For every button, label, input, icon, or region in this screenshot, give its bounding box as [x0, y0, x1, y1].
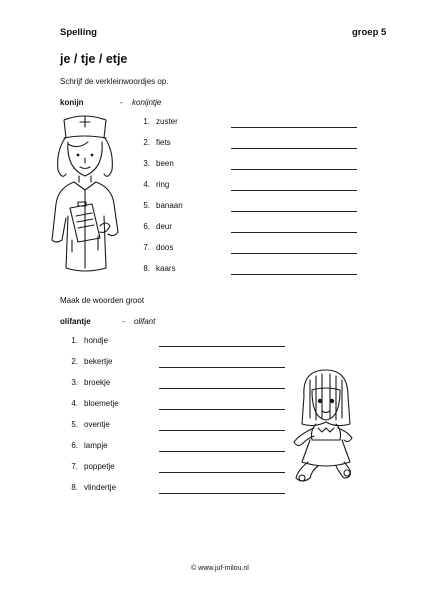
nurse-drawing	[44, 108, 128, 278]
item-number: 7.	[143, 243, 150, 252]
item-word: vlindertje	[84, 483, 117, 492]
section1-example-answer: konijntje	[132, 98, 162, 107]
item-word: lampje	[84, 441, 108, 450]
answer-line[interactable]	[231, 127, 357, 128]
item-word: bekertje	[84, 357, 113, 366]
answer-line[interactable]	[159, 472, 285, 473]
answer-line[interactable]	[159, 346, 285, 347]
answer-line[interactable]	[159, 388, 285, 389]
item-number: 2.	[143, 138, 150, 147]
answer-line[interactable]	[231, 232, 357, 233]
item-number: 7.	[71, 462, 78, 471]
section1-example-word: konijn	[60, 98, 84, 107]
item-number: 6.	[71, 441, 78, 450]
answer-line[interactable]	[231, 169, 357, 170]
section1-example-dash: -	[120, 98, 123, 107]
answer-line[interactable]	[231, 190, 357, 191]
item-word: oventje	[84, 420, 110, 429]
header-group: groep 5	[352, 27, 387, 38]
answer-line[interactable]	[159, 430, 285, 431]
item-word: ring	[156, 180, 170, 189]
page-title: je / tje / etje	[60, 52, 128, 66]
item-number: 2.	[71, 357, 78, 366]
header-subject: Spelling	[60, 27, 97, 38]
section2-example-word: olifantje	[60, 317, 91, 326]
item-number: 3.	[71, 378, 78, 387]
answer-line[interactable]	[159, 367, 285, 368]
item-number: 3.	[143, 159, 150, 168]
item-number: 4.	[71, 399, 78, 408]
item-word: kaars	[156, 264, 176, 273]
item-word: doos	[156, 243, 174, 252]
item-word: zuster	[156, 117, 178, 126]
answer-line[interactable]	[159, 409, 285, 410]
item-word: broekje	[84, 378, 111, 387]
footer-credit: © www.juf-milou.nl	[191, 565, 249, 572]
answer-line[interactable]	[159, 451, 285, 452]
item-number: 1.	[71, 336, 78, 345]
answer-line[interactable]	[231, 148, 357, 149]
item-number: 4.	[143, 180, 150, 189]
item-number: 5.	[143, 201, 150, 210]
doll-drawing	[290, 366, 360, 488]
answer-line[interactable]	[159, 493, 285, 494]
item-word: bloemetje	[84, 399, 119, 408]
section2-example-dash: -	[122, 317, 125, 326]
answer-line[interactable]	[231, 274, 357, 275]
item-word: banaan	[156, 201, 183, 210]
item-word: fiets	[156, 138, 171, 147]
item-word: hondje	[84, 336, 109, 345]
item-word: deur	[156, 222, 173, 231]
item-number: 5.	[71, 420, 78, 429]
item-number: 1.	[143, 117, 150, 126]
item-number: 8.	[71, 483, 78, 492]
item-word: poppetje	[84, 462, 115, 471]
answer-line[interactable]	[231, 253, 357, 254]
section2-example-answer: olifant	[134, 317, 156, 326]
answer-line[interactable]	[231, 211, 357, 212]
section1-instruction: Schrijf de verkleinwoordjes op.	[60, 77, 169, 86]
section2-instruction: Maak de woorden groot	[60, 296, 145, 305]
item-number: 6.	[143, 222, 150, 231]
item-number: 8.	[143, 264, 150, 273]
item-word: been	[156, 159, 174, 168]
